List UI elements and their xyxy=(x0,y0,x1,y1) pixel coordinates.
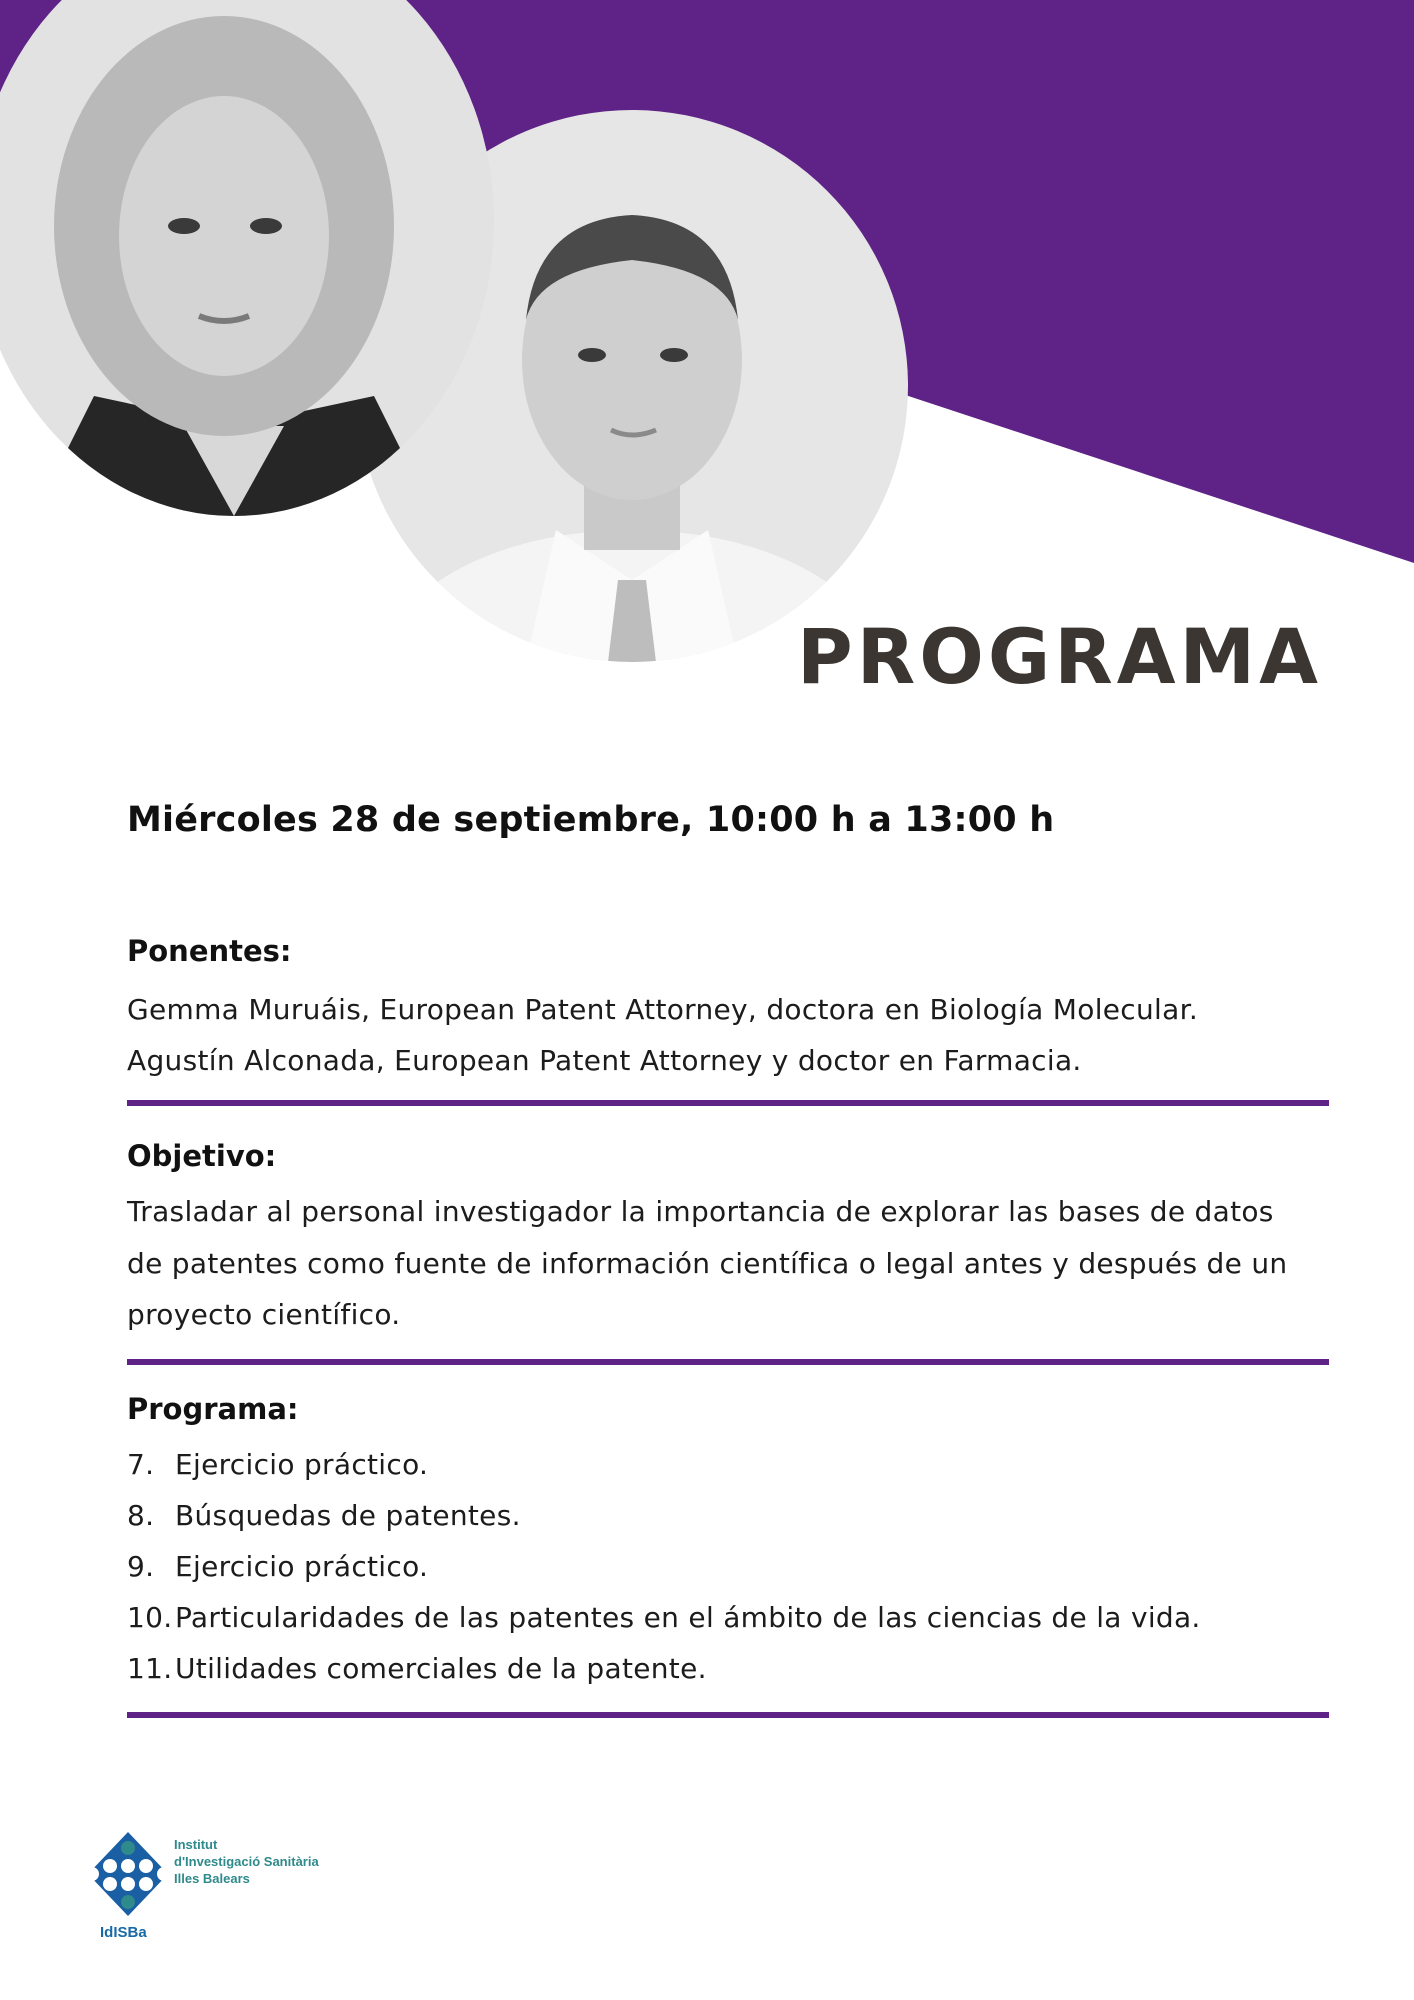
program-item-number: 8. xyxy=(127,1499,155,1532)
idisba-logo-abbreviation: IdISBa xyxy=(100,1924,147,1941)
program-item xyxy=(127,1601,1201,1634)
ponentes-heading: Ponentes: xyxy=(127,934,292,968)
program-item-text: Ejercicio práctico. xyxy=(175,1448,429,1481)
ponente-line: Agustín Alconada, European Patent Attorney y doctor en Farmacia. xyxy=(127,1044,1082,1077)
program-item-number: 10. xyxy=(127,1601,173,1634)
objetivo-heading: Objetivo: xyxy=(127,1139,277,1173)
objetivo-line: de patentes como fuente de información científica o legal antes y después de un xyxy=(127,1247,1288,1280)
program-item-text: Particularidades de las patentes en el ámbito de las ciencias de la vida. xyxy=(175,1601,1201,1634)
program-item-number: 9. xyxy=(127,1550,155,1583)
program-item xyxy=(127,1448,428,1481)
program-item-text: Ejercicio práctico. xyxy=(175,1550,429,1583)
programa-heading: Programa: xyxy=(127,1392,299,1426)
section-divider xyxy=(127,1712,1329,1718)
program-item-text: Utilidades comerciales de la patente. xyxy=(175,1652,707,1685)
program-item-number: 11. xyxy=(127,1652,173,1685)
logo-line: Institut xyxy=(174,1837,218,1852)
idisba-logo-text xyxy=(174,1836,319,1887)
event-date-line: Miércoles 28 de septiembre, 10:00 h a 13:00 h xyxy=(127,800,1055,840)
ponente-line: Gemma Muruáis, European Patent Attorney, doctora en Biología Molecular. xyxy=(127,993,1199,1026)
program-item-text: Búsquedas de patentes. xyxy=(175,1499,521,1532)
program-item xyxy=(127,1499,521,1532)
program-item xyxy=(127,1550,428,1583)
idisba-logo xyxy=(84,1828,374,1948)
logo-line: Illes Balears xyxy=(174,1871,250,1886)
page-title: PROGRAMA xyxy=(797,612,1322,701)
program-item xyxy=(127,1652,707,1685)
objetivo-line: proyecto científico. xyxy=(127,1298,401,1331)
section-divider xyxy=(127,1100,1329,1106)
objetivo-line: Trasladar al personal investigador la importancia de explorar las bases de datos xyxy=(127,1195,1274,1228)
program-item-number: 7. xyxy=(127,1448,155,1481)
section-divider xyxy=(127,1359,1329,1365)
logo-line: d'Investigació Sanitària xyxy=(174,1854,319,1869)
idisba-logo-mark-icon xyxy=(84,1828,172,1920)
